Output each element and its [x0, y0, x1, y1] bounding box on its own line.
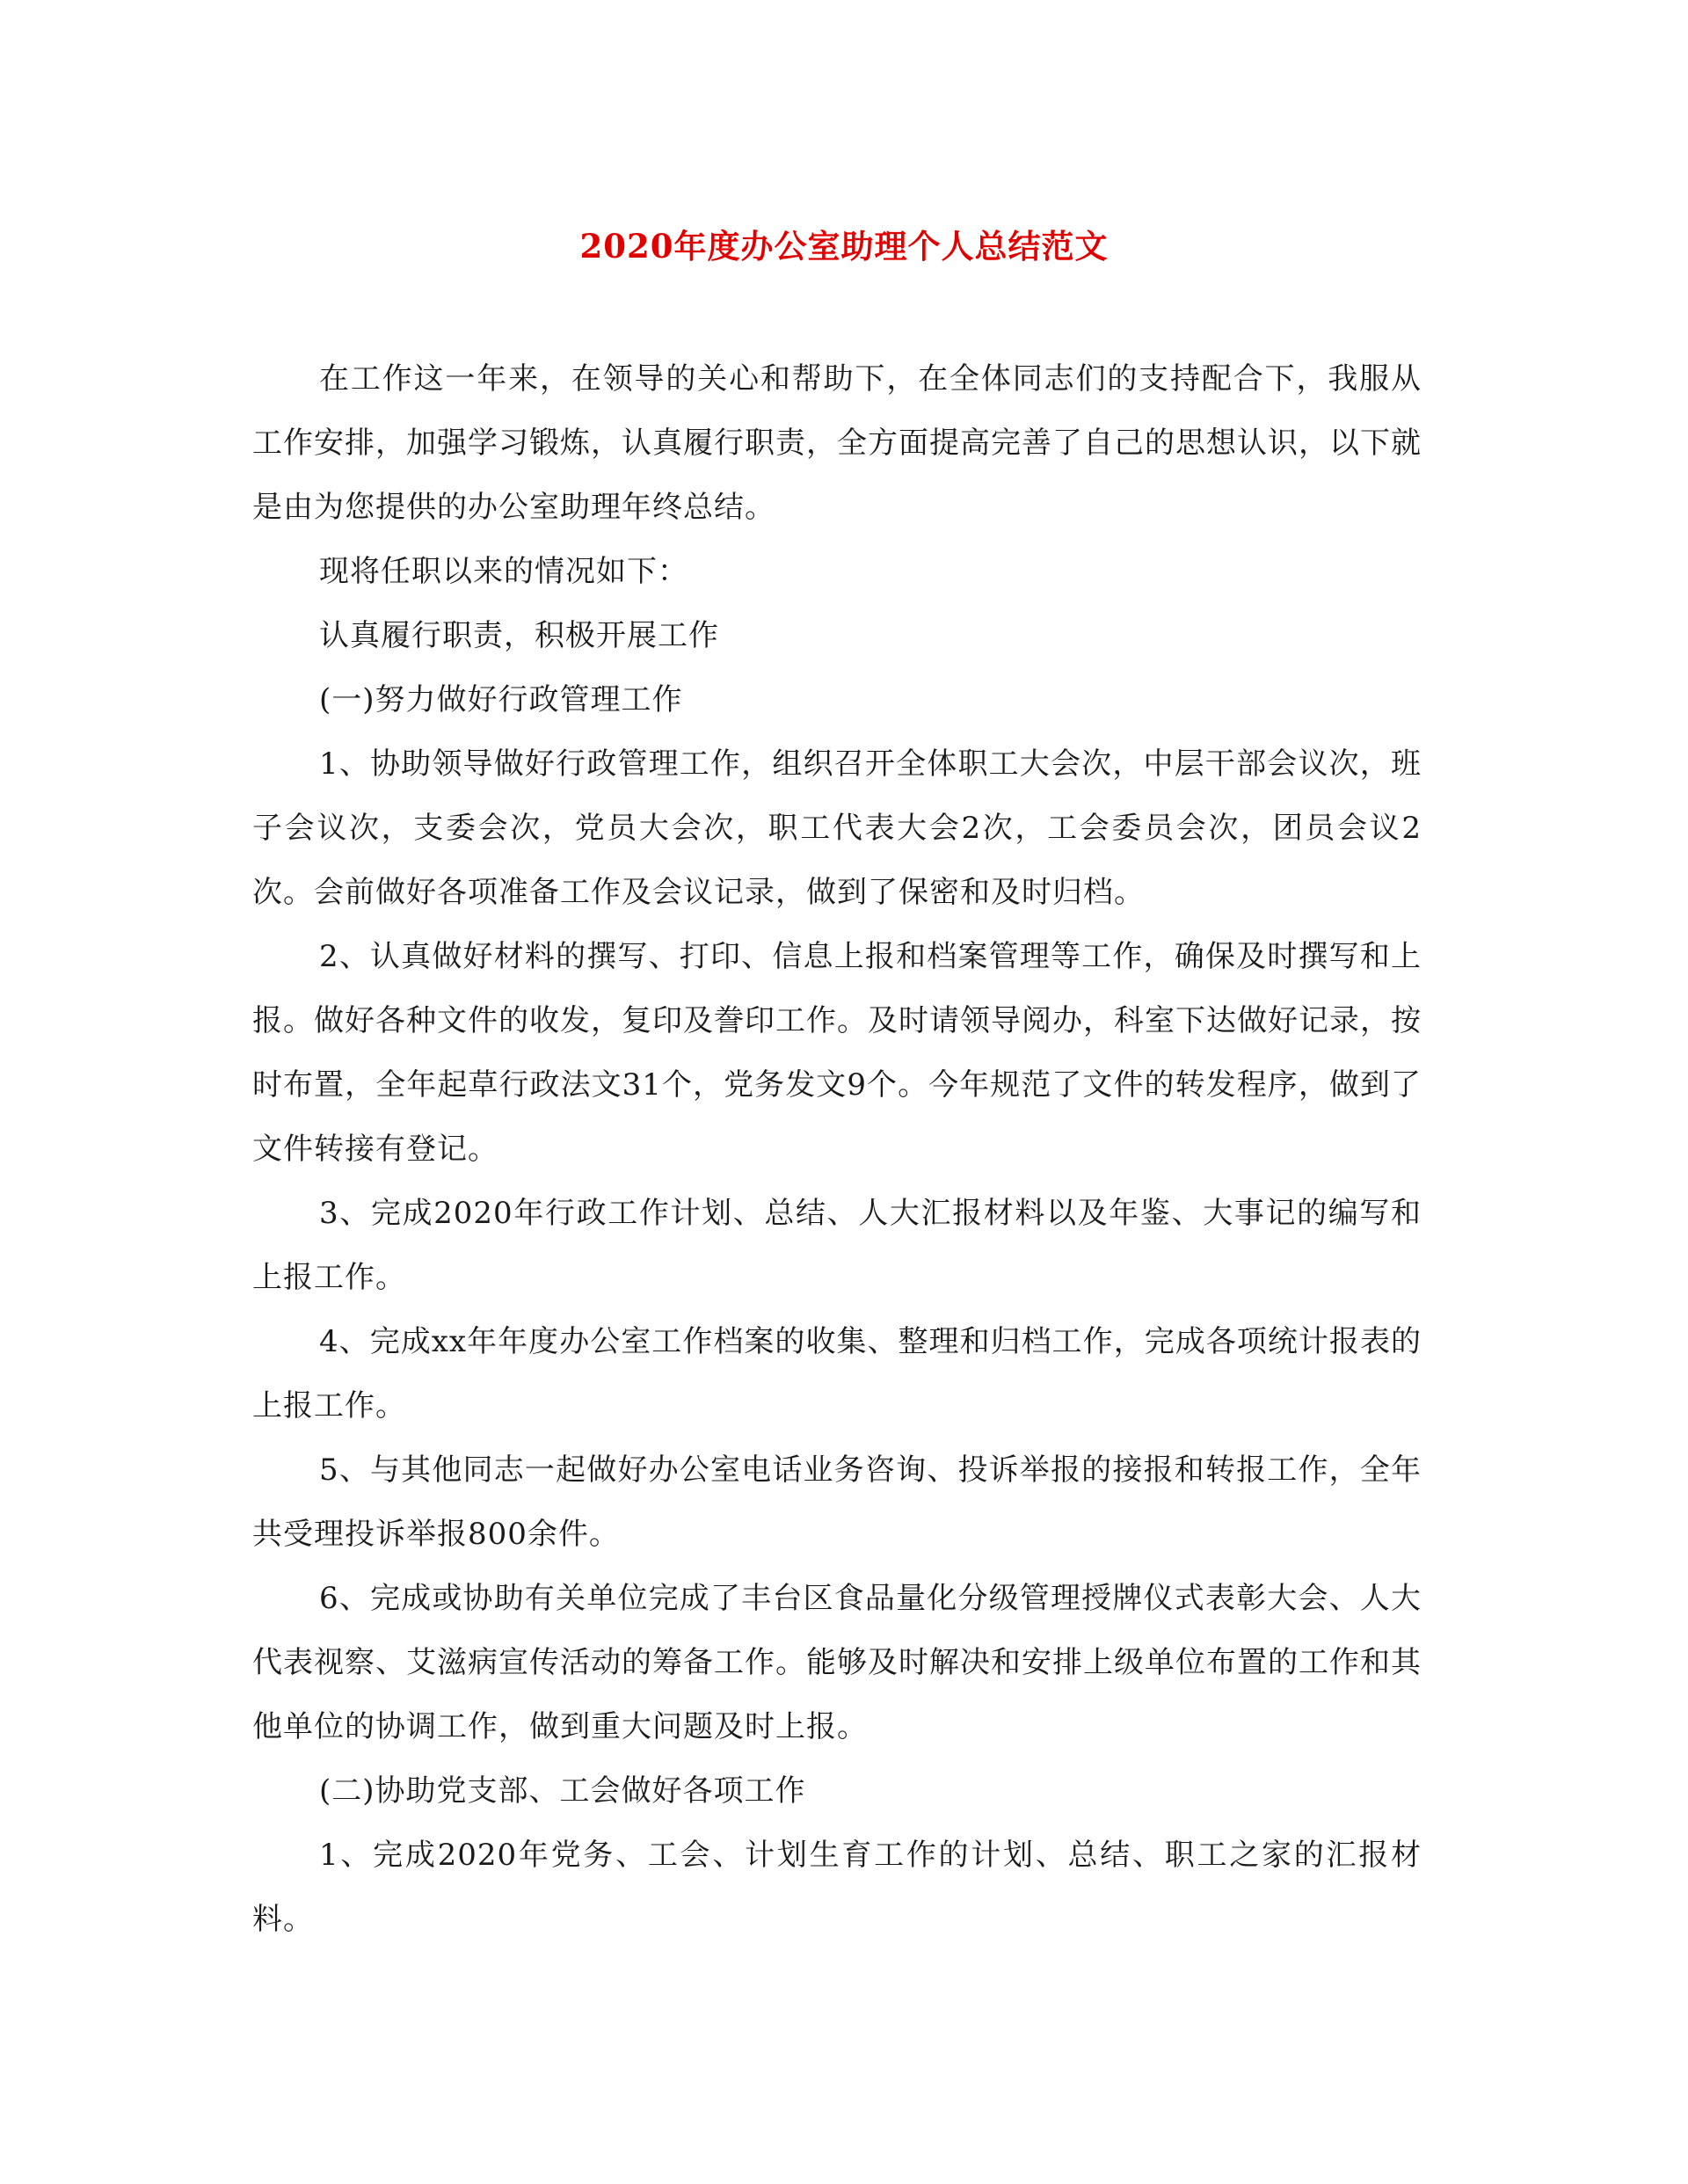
list-item: 1、协助领导做好行政管理工作，组织召开全体职工大会次，中层干部会议次，班子会议次，支委会次，党员大会次，职工代表大会2次，工会委员会次，团员会议2次。会前做好各项准备工作及会议记录，做到了保密和及时归档。 [252, 746, 1422, 910]
list-item: 5、与其他同志一起做好办公室电话业务咨询、投诉举报的接报和转报工作，全年共受理投诉举报800余件。 [252, 1452, 1422, 1552]
document-title: 2020年度办公室助理个人总结范文 [579, 227, 1109, 266]
list-item: 3、完成2020年行政工作计划、总结、人大汇报材料以及年鉴、大事记的编写和上报工作。 [252, 1196, 1422, 1295]
list-item: 4、完成xx年年度办公室工作档案的收集、整理和归档工作，完成各项统计报表的上报工作。 [252, 1324, 1422, 1423]
paragraph-intro: 在工作这一年来，在领导的关心和帮助下，在全体同志们的支持配合下，我服从工作安排，加强学习锻炼，认真履行职责，全方面提高完善了自己的思想认识，以下就是由为您提供的办公室助理年终总结。 [252, 361, 1422, 525]
section-heading-duties: 认真履行职责，积极开展工作 [319, 618, 719, 653]
list-item: 6、完成或协助有关单位完成了丰台区食品量化分级管理授牌仪式表彰大会、人大代表视察、艾滋病宣传活动的筹备工作。能够及时解决和安排上级单位布置的工作和其他单位的协调工作，做到重大问题及时上报。 [252, 1581, 1422, 1744]
paragraph-situation: 现将任职以来的情况如下： [319, 554, 688, 589]
list-item: 1、完成2020年党务、工会、计划生育工作的计划、总结、职工之家的汇报材料。 [252, 1838, 1422, 1937]
subsection-heading-admin: (一)努力做好行政管理工作 [319, 682, 683, 717]
document-body [252, 347, 1422, 1952]
list-item: 2、认真做好材料的撰写、打印、信息上报和档案管理等工作，确保及时撰写和上报。做好各种文件的收发，复印及誊印工作。及时请领导阅办，科室下达做好记录，按时布置，全年起草行政法文31个，党务发文9个。今年规范了文件的转发程序，做到了文件转接有登记。 [252, 939, 1422, 1167]
subsection-heading-party: (二)协助党支部、工会做好各项工作 [319, 1773, 806, 1809]
